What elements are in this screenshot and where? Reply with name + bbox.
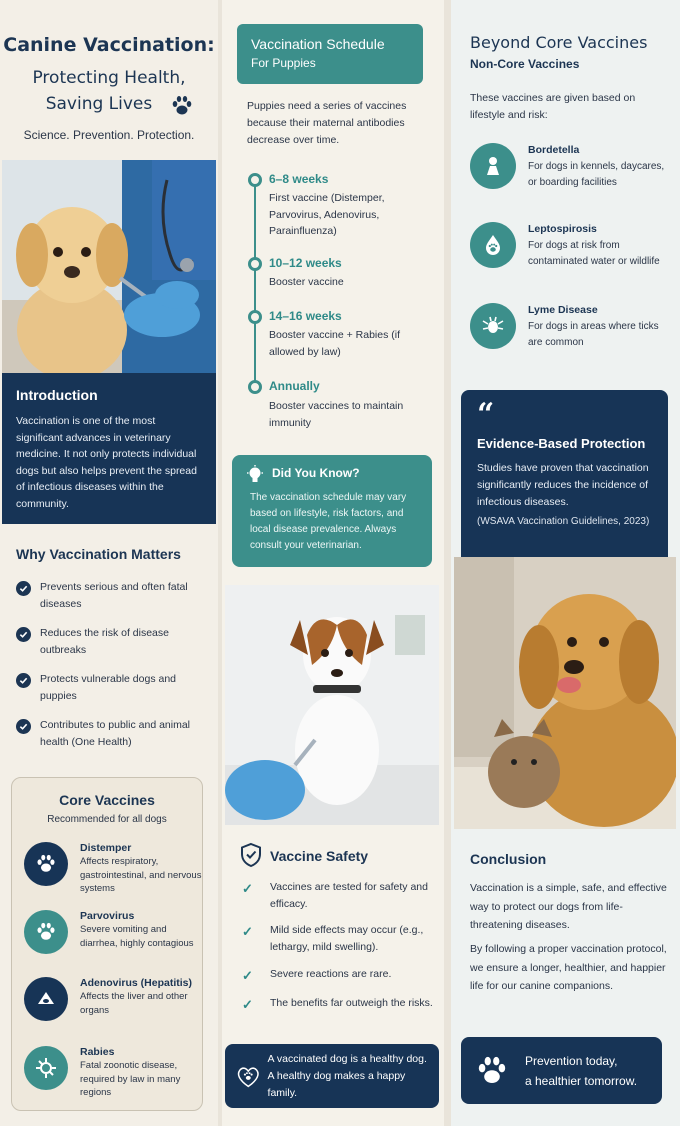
- safety-item-text: Mild side effects may occur (e.g., lethargy, mild swelling).: [270, 924, 424, 953]
- healthy-banner-line1: A vaccinated dog is a healthy dog.: [267, 1052, 427, 1065]
- safety-item: [242, 922, 438, 956]
- did-you-know-title: Did You Know?: [272, 466, 360, 480]
- core-vaccine-parvovirus: [24, 910, 202, 954]
- paw-icon: [475, 1054, 509, 1088]
- checkmark-icon: ✓: [242, 968, 253, 983]
- why-item: [16, 671, 212, 705]
- vaccine-name: Parvovirus: [80, 910, 135, 922]
- vaccine-desc: Affects the liver and other organs: [80, 991, 188, 1016]
- evidence-title: Evidence-Based Protection: [477, 436, 646, 451]
- heart-paw-icon: [235, 1062, 262, 1090]
- core-vaccines-card: [11, 777, 203, 1111]
- noncore-vaccine-lyme: [470, 303, 675, 351]
- evidence-text: Studies have proven that vaccination significantly reduces the incidence of infectious diseases.: [477, 462, 649, 508]
- beyond-core-intro: These vaccines are given based on lifestyle and risk:: [470, 92, 636, 121]
- safety-item-text: Vaccines are tested for safety and efficacy.: [270, 881, 428, 910]
- beyond-core-subtitle: Non-Core Vaccines: [470, 57, 580, 71]
- timeline-when: 10–12 weeks: [269, 256, 342, 270]
- timeline-dot: [248, 310, 262, 324]
- checkmark-icon: ✓: [242, 997, 253, 1012]
- evidence-panel: [461, 390, 668, 557]
- prevention-line2: a healthier tomorrow.: [525, 1073, 638, 1088]
- vaccine-name: Distemper: [80, 842, 132, 854]
- paw-icon: [24, 842, 68, 886]
- tick-icon: [470, 303, 516, 349]
- beyond-core-title: Beyond Core Vaccines: [470, 33, 648, 52]
- why-vaccination-title: Why Vaccination Matters: [16, 546, 181, 562]
- middle-column: [222, 0, 444, 1126]
- why-item-text: Prevents serious and often fatal diseases: [40, 581, 188, 610]
- page-title-line1: Canine Vaccination:: [3, 34, 215, 56]
- right-column: [451, 0, 680, 1126]
- timeline-when: 6–8 weeks: [269, 172, 329, 186]
- virus-icon: [24, 1046, 68, 1090]
- check-icon: [16, 627, 31, 642]
- timeline-line: [254, 180, 256, 390]
- shield-icon: [239, 842, 263, 868]
- timeline-what: Booster vaccines to maintain immunity: [269, 400, 404, 429]
- safety-item: [242, 966, 438, 984]
- checkmark-icon: ✓: [242, 924, 253, 939]
- vaccine-name: Leptospirosis: [528, 223, 597, 235]
- conclusion-title: Conclusion: [470, 851, 547, 867]
- vaccine-name: Rabies: [80, 1046, 115, 1058]
- tagline: Science. Prevention. Protection.: [23, 128, 195, 142]
- healthy-banner-line2: A healthy dog makes a happy family.: [267, 1069, 406, 1099]
- timeline-when: Annually: [269, 379, 320, 393]
- did-you-know-text: The vaccination schedule may vary based on lifestyle, risk factors, and local disease prevalence. Always consult your veterinarian.: [250, 492, 407, 551]
- timeline-when: 14–16 weeks: [269, 309, 342, 323]
- introduction-text: Vaccination is one of the most significant advances in veterinary medicine. It not only protects individual dogs but also helps prevent the spread of infectious diseases within the community.: [16, 415, 197, 510]
- dog-and-cat-photo: [454, 557, 676, 829]
- page-title-line2: Protecting Health,: [32, 68, 186, 88]
- check-icon: [16, 673, 31, 688]
- vaccine-safety-title: Vaccine Safety: [270, 848, 369, 864]
- lightbulb-icon: [246, 465, 264, 485]
- puppy-injection-photo: [225, 585, 439, 825]
- vaccine-desc: For dogs at risk from contaminated water or wildlife: [528, 240, 660, 267]
- conclusion-paragraph-2: By following a proper vaccination protocol, we ensure a longer, healthier, and happier life for our canine companions.: [470, 943, 667, 992]
- core-vaccines-subtitle: Recommended for all dogs: [47, 814, 167, 825]
- vaccine-desc: Severe vomiting and diarrhea, highly contagious: [80, 924, 194, 949]
- timeline-what: First vaccine (Distemper, Parvovirus, Adenovirus, Parainfluenza): [269, 192, 385, 237]
- left-column: [0, 0, 218, 1126]
- schedule-header: [237, 24, 423, 84]
- timeline-dot: [248, 173, 262, 187]
- why-item: [16, 579, 212, 613]
- paw-icon: [170, 94, 194, 118]
- check-icon: [16, 719, 31, 734]
- safety-item-text: The benefits far outweigh the risks.: [270, 997, 433, 1009]
- vaccine-desc: Affects respiratory, gastrointestinal, and nervous systems: [80, 856, 202, 894]
- timeline-dot: [248, 380, 262, 394]
- why-item: [16, 625, 212, 659]
- schedule-intro: Puppies need a series of vaccines because their maternal antibodies decrease over time.: [247, 100, 407, 146]
- safety-item: [242, 879, 438, 913]
- core-vaccines-title: Core Vaccines: [59, 792, 155, 808]
- evidence-reference: (WSAVA Vaccination Guidelines, 2023): [477, 516, 650, 527]
- puppy-vaccination-photo: [2, 160, 216, 373]
- check-icon: [16, 581, 31, 596]
- core-vaccine-adenovirus: [24, 977, 202, 1021]
- why-item: [16, 717, 212, 751]
- water-paw-icon: [470, 222, 516, 268]
- page-title-line3: Saving Lives: [45, 94, 153, 114]
- why-item-text: Reduces the risk of disease outbreaks: [40, 627, 169, 656]
- introduction-title: Introduction: [16, 387, 98, 403]
- introduction-panel: [2, 373, 216, 524]
- vaccine-name: Bordetella: [528, 144, 580, 156]
- schedule-title: Vaccination Schedule: [251, 36, 385, 52]
- why-item-text: Protects vulnerable dogs and puppies: [40, 673, 177, 702]
- prevention-line1: Prevention today,: [525, 1053, 618, 1068]
- safety-item-text: Severe reactions are rare.: [270, 968, 392, 980]
- core-vaccine-distemper: [24, 842, 202, 896]
- timeline-what: Booster vaccine + Rabies (if allowed by law): [269, 329, 401, 358]
- vaccine-desc: For dogs in areas where ticks are common: [528, 321, 659, 348]
- vaccine-desc: Fatal zoonotic disease, required by law in many regions: [80, 1060, 181, 1098]
- conclusion-paragraph-1: Vaccination is a simple, safe, and effective way to protect our dogs from life-threatening diseases.: [470, 882, 667, 931]
- prevention-banner: [461, 1037, 662, 1104]
- why-item-text: Contributes to public and animal health (One Health): [40, 719, 191, 748]
- core-vaccine-rabies: [24, 1046, 202, 1100]
- vaccine-name: Lyme Disease: [528, 304, 598, 316]
- liver-icon: [24, 977, 68, 1021]
- did-you-know-panel: [232, 455, 432, 567]
- quote-icon: “: [477, 397, 495, 432]
- healthy-dog-banner: [225, 1044, 439, 1108]
- vaccine-desc: For dogs in kennels, daycares, or boarding facilities: [528, 161, 665, 188]
- safety-item: [242, 995, 438, 1013]
- dog-icon: [470, 143, 516, 189]
- timeline-dot: [248, 257, 262, 271]
- timeline-what: Booster vaccine: [269, 276, 344, 288]
- paw-icon: [24, 910, 68, 954]
- checkmark-icon: ✓: [242, 881, 253, 896]
- noncore-vaccine-bordetella: [470, 143, 675, 191]
- vaccine-name: Adenovirus (Hepatitis): [80, 977, 193, 989]
- schedule-subtitle: For Puppies: [251, 56, 316, 70]
- noncore-vaccine-leptospirosis: [470, 222, 675, 270]
